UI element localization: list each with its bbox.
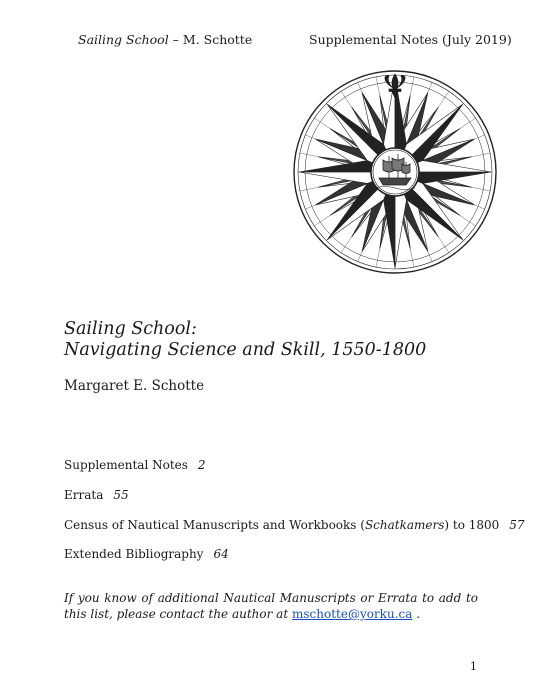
toc-entry bbox=[64, 518, 525, 532]
author-name: Margaret E. Schotte bbox=[64, 378, 205, 394]
toc-entry bbox=[64, 488, 129, 502]
page-number: 1 bbox=[470, 660, 477, 673]
toc-label-italic: Schatkamers bbox=[364, 518, 445, 532]
contact-note-text: If you know of additional Nautical Manuscripts or Errata to add to this list, please contact the author at bbox=[64, 591, 478, 621]
title-line-2: Navigating Science and Skill, 1550-1800 bbox=[64, 340, 427, 360]
contact-note bbox=[64, 590, 478, 622]
header-author: – M. Schotte bbox=[168, 32, 253, 47]
header-book-title: Sailing School bbox=[78, 32, 169, 47]
running-header-left bbox=[78, 32, 252, 47]
toc-page-number: 57 bbox=[509, 518, 525, 532]
toc-entry bbox=[64, 547, 229, 561]
email-link[interactable]: mschotte@yorku.ca bbox=[291, 607, 413, 621]
toc-label: Supplemental Notes bbox=[64, 458, 188, 472]
toc-label: Extended Bibliography bbox=[64, 547, 204, 561]
title-line-1: Sailing School: bbox=[64, 319, 197, 339]
compass-rose-icon bbox=[292, 69, 498, 275]
toc-label: Census of Nautical Manuscripts and Workbooks ( bbox=[64, 518, 365, 532]
toc-label-suffix: ) to 1800 bbox=[444, 518, 500, 532]
toc-entry bbox=[64, 458, 206, 472]
sailing-ship-icon bbox=[371, 148, 419, 196]
contact-note-end: . bbox=[412, 607, 421, 621]
book-title bbox=[64, 319, 426, 361]
fleur-de-lis-icon bbox=[385, 74, 405, 98]
toc-page-number: 55 bbox=[113, 488, 129, 502]
running-header-right: Supplemental Notes (July 2019) bbox=[309, 32, 512, 47]
toc-label: Errata bbox=[64, 488, 104, 502]
toc-page-number: 2 bbox=[197, 458, 206, 472]
toc-page-number: 64 bbox=[213, 547, 229, 561]
